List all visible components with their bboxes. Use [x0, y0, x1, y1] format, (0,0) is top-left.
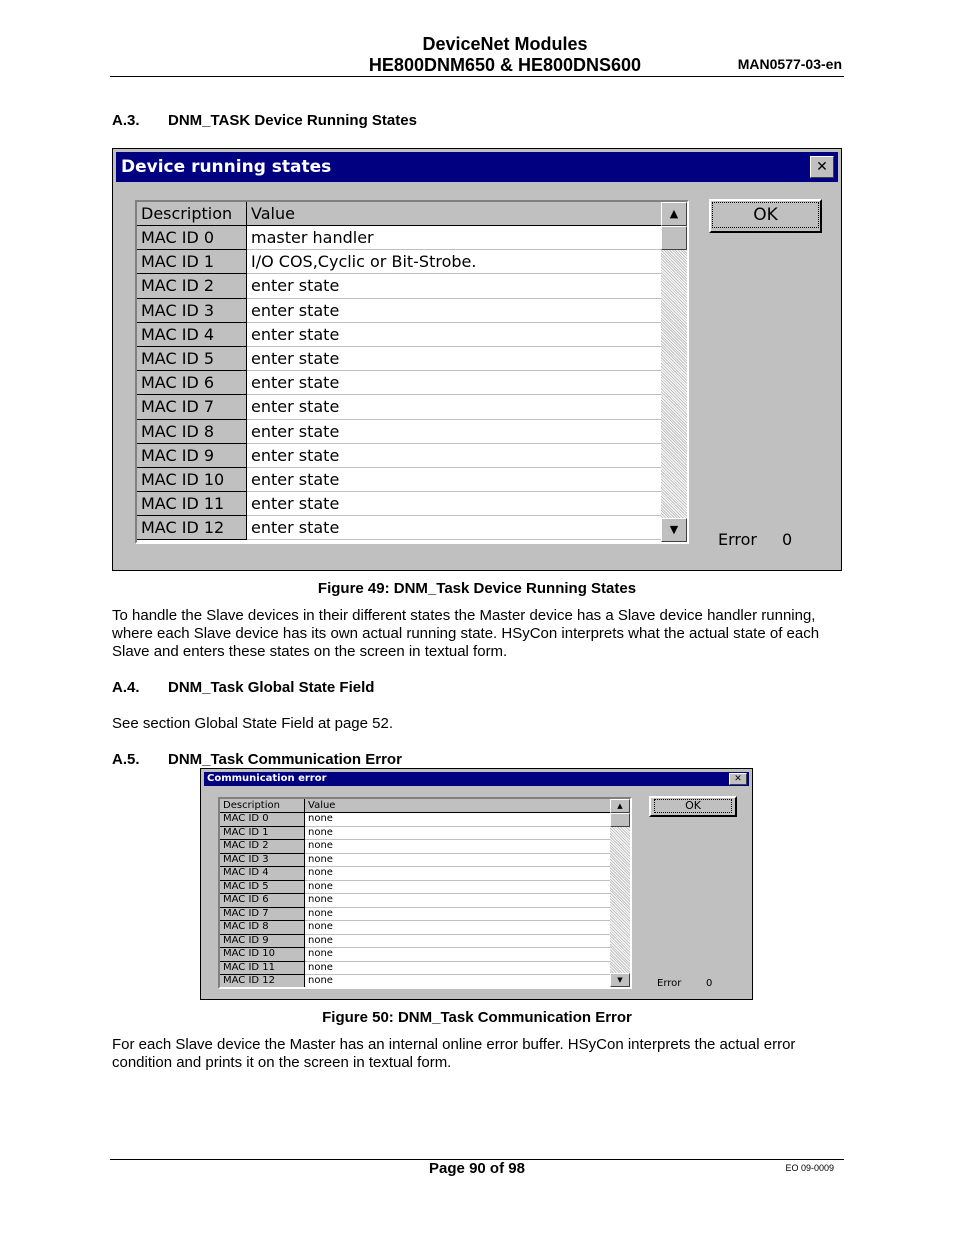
column-header-value[interactable]: Value: [247, 202, 661, 226]
list-row[interactable]: [137, 371, 661, 395]
row-description: MAC ID 4: [137, 323, 247, 347]
list-row[interactable]: [220, 948, 610, 962]
row-value: enter state: [247, 492, 661, 516]
row-value: none: [305, 975, 610, 989]
list-row[interactable]: [137, 492, 661, 516]
row-description: MAC ID 10: [137, 468, 247, 492]
list-row[interactable]: [220, 908, 610, 922]
list-rows: [220, 813, 630, 989]
list-row[interactable]: [220, 827, 610, 841]
row-value: none: [305, 881, 610, 895]
list-row[interactable]: [220, 962, 610, 976]
list-row[interactable]: [220, 867, 610, 881]
row-description: MAC ID 6: [220, 894, 305, 908]
list-row[interactable]: [220, 813, 610, 827]
row-description: MAC ID 0: [137, 226, 247, 250]
column-header-description[interactable]: Description: [137, 202, 247, 226]
arrow-down-icon: ▼: [669, 523, 679, 536]
row-value: I/O COS,Cyclic or Bit-Strobe.: [247, 250, 661, 274]
list-row[interactable]: [220, 921, 610, 935]
list-row[interactable]: [137, 323, 661, 347]
scroll-down-button[interactable]: [610, 973, 630, 987]
vertical-scrollbar[interactable]: [610, 799, 630, 987]
row-value: none: [305, 854, 610, 868]
row-description: MAC ID 11: [137, 492, 247, 516]
header-doc-id: MAN0577-03-en: [737, 56, 842, 72]
paragraph-running-states: To handle the Slave devices in their different states the Master device has a Slave device handler running, where each Slave device has its own actual running state. HSyCon interprets what the actual state of each Slave and enters these states on the screen in textual form.: [112, 607, 820, 660]
row-description: MAC ID 12: [137, 516, 247, 540]
row-description: MAC ID 11: [220, 962, 305, 976]
row-value: enter state: [247, 444, 661, 468]
row-value: enter state: [247, 347, 661, 371]
dialog-titlebar: [116, 152, 838, 182]
row-value: enter state: [247, 516, 661, 540]
error-value: 0: [782, 530, 793, 549]
scroll-up-button[interactable]: [610, 799, 630, 813]
row-description: MAC ID 2: [220, 840, 305, 854]
ok-button[interactable]: [709, 199, 822, 233]
column-header-value[interactable]: Value: [305, 799, 610, 813]
ok-label: OK: [654, 799, 732, 813]
row-description: MAC ID 8: [220, 921, 305, 935]
scroll-thumb[interactable]: [610, 813, 630, 827]
row-value: enter state: [247, 274, 661, 298]
row-value: none: [305, 921, 610, 935]
row-value: none: [305, 867, 610, 881]
list-header: [137, 202, 661, 226]
row-value: master handler: [247, 226, 661, 250]
row-description: MAC ID 3: [220, 854, 305, 868]
row-value: enter state: [247, 299, 661, 323]
row-value: none: [305, 948, 610, 962]
row-description: MAC ID 7: [137, 395, 247, 419]
arrow-up-icon: ▲: [669, 207, 679, 220]
row-description: MAC ID 9: [137, 444, 247, 468]
column-header-description[interactable]: Description: [220, 799, 305, 813]
figure-50-caption: Figure 50: DNM_Task Communication Error: [322, 1009, 632, 1026]
list-row[interactable]: [137, 468, 661, 492]
row-description: MAC ID 1: [220, 827, 305, 841]
row-value: none: [305, 840, 610, 854]
list-row[interactable]: [137, 444, 661, 468]
list-row[interactable]: [137, 299, 661, 323]
row-description: MAC ID 12: [220, 975, 305, 989]
scroll-thumb[interactable]: [661, 226, 687, 250]
section-a5-heading: [112, 751, 402, 768]
close-icon: ✕: [734, 774, 742, 784]
list-row[interactable]: [220, 935, 610, 949]
row-description: MAC ID 8: [137, 420, 247, 444]
row-description: MAC ID 5: [220, 881, 305, 895]
header-title-line1: DeviceNet Modules: [422, 34, 588, 54]
dialog-title: Communication error: [207, 773, 327, 784]
section-number: A.4.: [112, 679, 140, 696]
figure-49-caption: Figure 49: DNM_Task Device Running States: [317, 580, 637, 597]
row-value: enter state: [247, 371, 661, 395]
row-description: MAC ID 1: [137, 250, 247, 274]
list-row[interactable]: [220, 840, 610, 854]
row-description: MAC ID 6: [137, 371, 247, 395]
list-row[interactable]: [137, 420, 661, 444]
error-label: Error: [718, 530, 757, 549]
row-value: none: [305, 813, 610, 827]
row-description: MAC ID 4: [220, 867, 305, 881]
list-row[interactable]: [220, 894, 610, 908]
header-rule: [110, 76, 844, 77]
dialog-title: Device running states: [121, 157, 332, 177]
section-a3-heading: [112, 112, 417, 129]
communication-error-list[interactable]: [218, 797, 632, 989]
section-title: DNM_Task Communication Error: [168, 751, 402, 768]
row-value: none: [305, 935, 610, 949]
list-row[interactable]: [220, 881, 610, 895]
list-row[interactable]: [137, 395, 661, 419]
header-title-line2: HE800DNM650 & HE800DNS600: [368, 55, 642, 75]
row-value: enter state: [247, 323, 661, 347]
close-button[interactable]: [810, 156, 834, 178]
row-value: none: [305, 908, 610, 922]
dialog-titlebar: [204, 772, 749, 786]
row-description: MAC ID 10: [220, 948, 305, 962]
row-value: none: [305, 827, 610, 841]
close-button[interactable]: [729, 773, 747, 785]
ok-label: OK: [712, 202, 819, 228]
row-value: enter state: [247, 420, 661, 444]
row-value: none: [305, 962, 610, 976]
list-row[interactable]: [220, 854, 610, 868]
list-row[interactable]: [137, 274, 661, 298]
list-header: [220, 799, 610, 813]
section-title: DNM_TASK Device Running States: [168, 112, 417, 129]
ok-button[interactable]: [649, 796, 737, 817]
list-rows: [137, 226, 687, 540]
list-row[interactable]: [137, 516, 661, 540]
device-running-states-dialog: [112, 148, 842, 571]
row-description: MAC ID 2: [137, 274, 247, 298]
arrow-down-icon: ▼: [617, 976, 623, 984]
section-number: A.3.: [112, 112, 140, 129]
row-description: MAC ID 3: [137, 299, 247, 323]
row-description: MAC ID 7: [220, 908, 305, 922]
list-row[interactable]: [220, 975, 610, 989]
footer-eo: EO 09-0009: [785, 1163, 834, 1173]
close-icon: ✕: [816, 159, 828, 175]
error-label: Error: [657, 978, 682, 989]
row-description: MAC ID 9: [220, 935, 305, 949]
communication-error-dialog: [200, 768, 753, 1000]
paragraph-communication-error: For each Slave device the Master has an internal online error buffer. HSyCon interprets the actual error condition and prints it on the screen in textual form.: [112, 1036, 796, 1071]
list-row[interactable]: [137, 226, 661, 250]
device-state-list[interactable]: [135, 200, 689, 544]
section-number: A.5.: [112, 751, 140, 768]
scroll-down-button[interactable]: [661, 518, 687, 542]
list-row[interactable]: [137, 250, 661, 274]
arrow-up-icon: ▲: [617, 802, 623, 810]
row-value: enter state: [247, 395, 661, 419]
vertical-scrollbar[interactable]: [661, 202, 687, 542]
row-description: MAC ID 5: [137, 347, 247, 371]
error-value: 0: [706, 978, 713, 989]
scroll-up-button[interactable]: [661, 202, 687, 226]
footer-page-number: Page 90 of 98: [429, 1160, 525, 1177]
row-description: MAC ID 0: [220, 813, 305, 827]
row-value: enter state: [247, 468, 661, 492]
list-row[interactable]: [137, 347, 661, 371]
section-a4-heading: [112, 679, 374, 696]
row-value: none: [305, 894, 610, 908]
paragraph-global-state: See section Global State Field at page 52.: [112, 715, 394, 732]
section-title: DNM_Task Global State Field: [168, 679, 375, 696]
